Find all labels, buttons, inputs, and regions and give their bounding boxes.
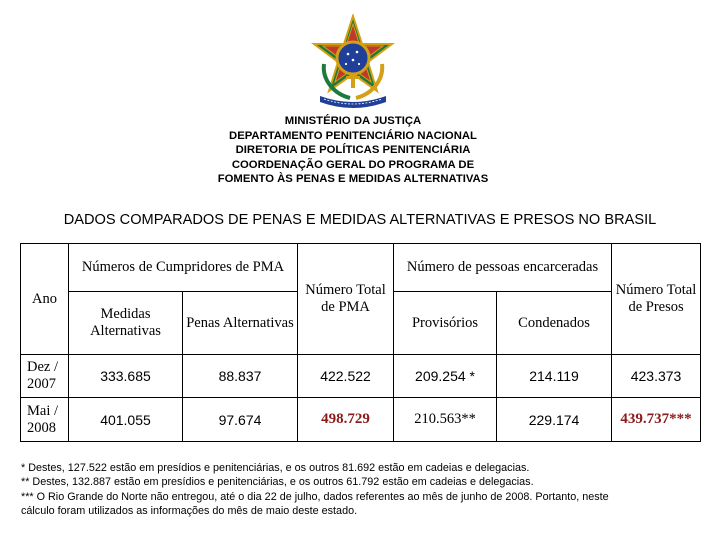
cell-total-pma-highlight: 498.729 <box>298 398 394 442</box>
header-total-pma: Número Total de PMA <box>298 244 394 355</box>
cell-provisorios: 209.254 * <box>394 355 497 398</box>
header-cumpridores-group: Números de Cumpridores de PMA <box>69 244 298 292</box>
footnotes <box>21 461 711 518</box>
cell-condenados: 214.119 <box>497 355 612 398</box>
header-encarceradas-group: Número de pessoas encarceradas <box>394 244 612 292</box>
brazil-coat-of-arms-icon <box>310 14 396 110</box>
header-line-coordination: COORDENAÇÃO GERAL DO PROGRAMA DE <box>231 158 475 171</box>
cell-penas: 97.674 <box>183 398 298 442</box>
footnote-3-continued: cálculo foram utilizados as informações do mês de maio deste estado. <box>21 504 358 517</box>
cell-medidas: 333.685 <box>69 355 183 398</box>
table-row <box>21 398 701 442</box>
header-line-directorate: DIRETORIA DE POLÍTICAS PENITENCIÁRIA <box>235 144 471 156</box>
header-provisorios: Provisórios <box>394 292 497 355</box>
cell-total-pma: 422.522 <box>298 355 394 398</box>
document-title: DADOS COMPARADOS DE PENAS E MEDIDAS ALTERNATIVAS E PRESOS NO BRASIL <box>63 212 657 228</box>
footnote-2: ** Destes, 132.887 estão em presídios e penitenciárias, e os outros 61.792 estão em cadeias e delegacias. <box>21 476 534 489</box>
cell-provisorios: 210.563** <box>394 398 497 442</box>
cell-ano: Mai / 2008 <box>21 398 69 442</box>
header-row-top <box>21 244 701 292</box>
footnote-1: * Destes, 127.522 estão em presídios e penitenciárias, e os outros 81.692 estão em cadeias e delegacias. <box>21 462 530 474</box>
header-line-department: DEPARTAMENTO PENITENCIÁRIO NACIONAL <box>229 129 477 142</box>
table-row <box>21 355 701 398</box>
footnote-3: *** O Rio Grande do Norte não entregou, até o dia 22 de julho, dados referentes ao mês de junho de 2008. Portanto, neste <box>21 490 609 503</box>
cell-total-presos: 423.373 <box>612 355 701 398</box>
coat-of-arms-emblem <box>310 14 396 110</box>
ministry-header <box>150 114 556 187</box>
header-condenados: Condenados <box>497 292 612 355</box>
cell-medidas: 401.055 <box>69 398 183 442</box>
header-line-program: FOMENTO ÀS PENAS E MEDIDAS ALTERNATIVAS <box>217 173 489 185</box>
header-medidas: Medidas Alternativas <box>69 292 183 355</box>
cell-ano: Dez / 2007 <box>21 355 69 398</box>
cell-penas: 88.837 <box>183 355 298 398</box>
header-line-ministry: MINISTÉRIO DA JUSTIÇA <box>284 115 422 127</box>
comparison-table <box>20 243 701 442</box>
header-ano: Ano <box>21 244 69 355</box>
header-penas: Penas Alternativas <box>183 292 298 355</box>
cell-total-presos-highlight: 439.737*** <box>612 398 701 442</box>
header-total-presos: Número Total de Presos <box>612 244 701 355</box>
cell-condenados: 229.174 <box>497 398 612 442</box>
